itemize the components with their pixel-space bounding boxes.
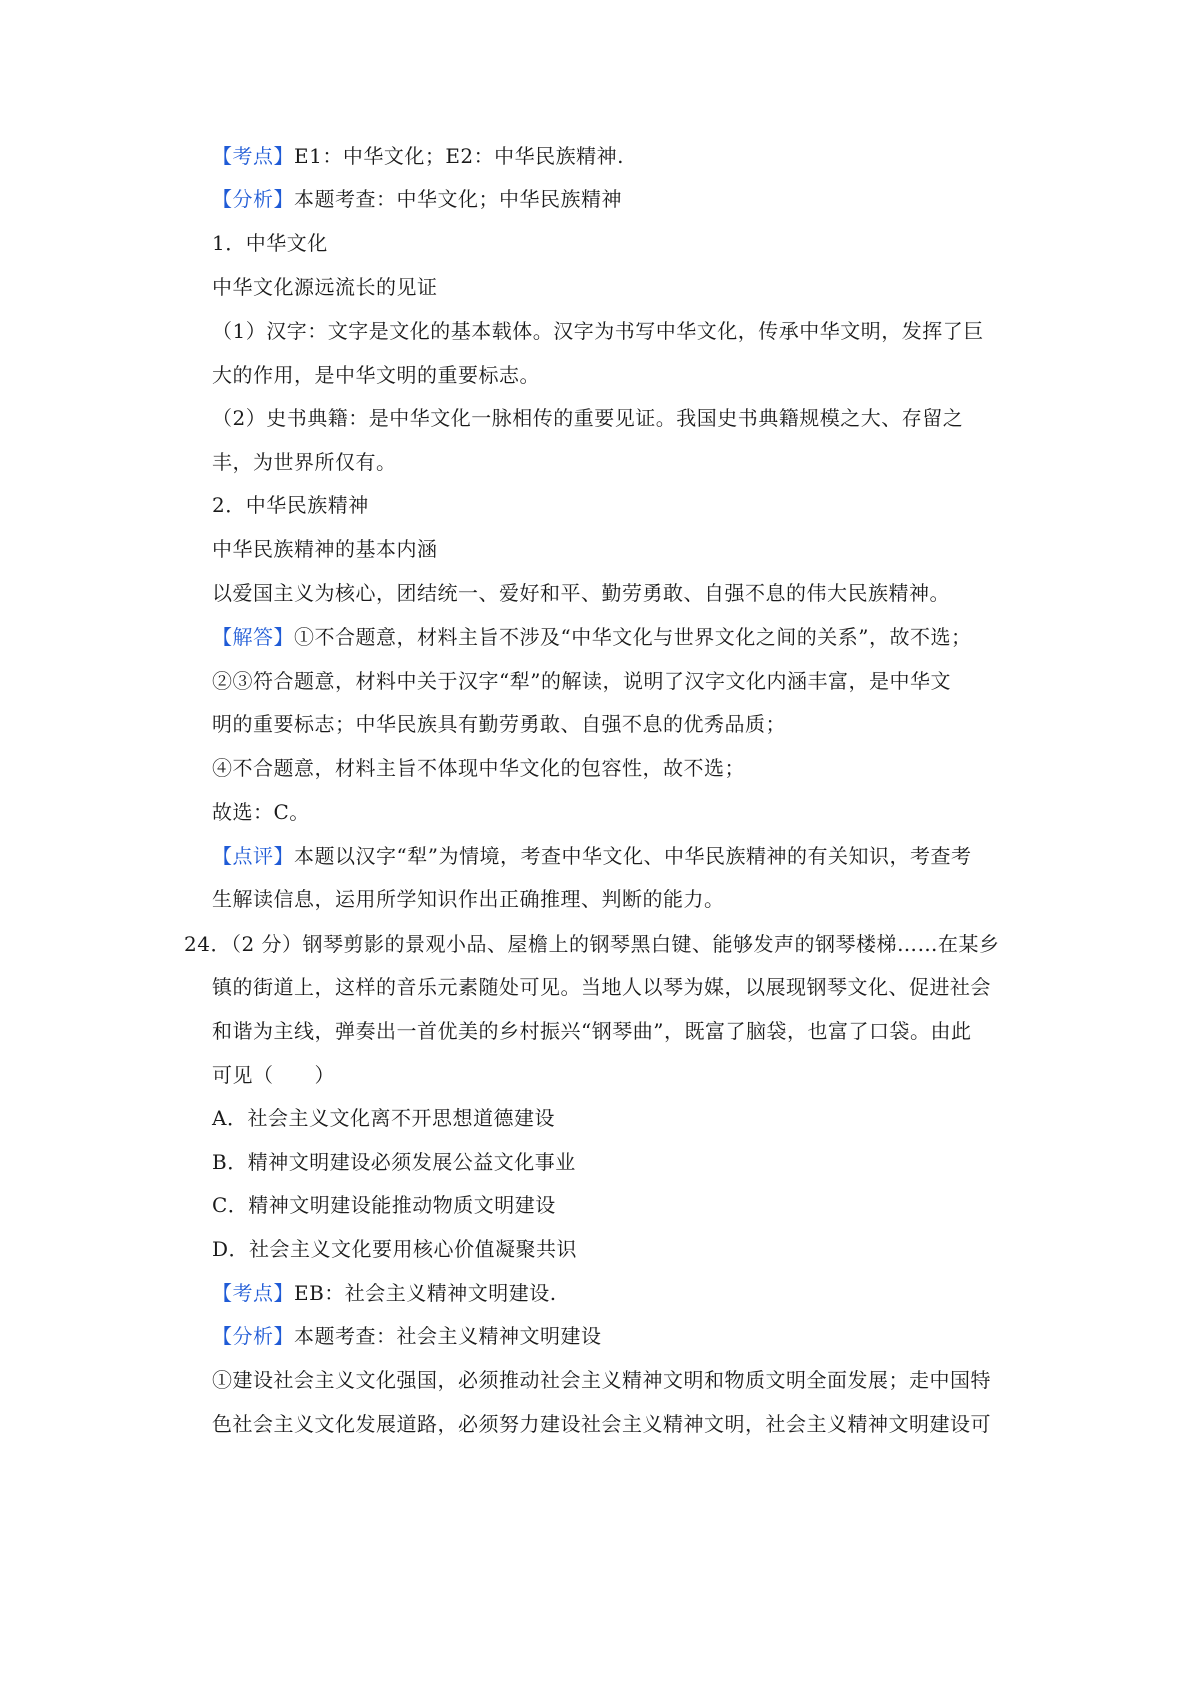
analysis-line: （2）史书典籍：是中华文化一脉相传的重要见证。我国史书典籍规模之大、存留之 [212, 406, 964, 430]
answer-line: 明的重要标志；中华民族具有勤劳勇敢、自强不息的优秀品质； [212, 712, 786, 736]
kaodian-tag: 【考点】 [212, 144, 294, 168]
fenxi-line [212, 185, 1032, 213]
jieda-tag: 【解答】 [212, 625, 294, 649]
question-number: 24． [184, 932, 231, 956]
option-a: A．社会主义文化离不开思想道德建设 [212, 1106, 555, 1130]
jieda-line [212, 623, 1032, 651]
question-24-stem [184, 930, 1032, 958]
kaodian-text: EB：社会主义精神文明建设. [294, 1281, 557, 1305]
option-b: B．精神文明建设必须发展公益文化事业 [212, 1150, 576, 1174]
question-stem-line: 可见（ ） [212, 1063, 335, 1087]
option-d: D．社会主义文化要用核心价值凝聚共识 [212, 1237, 578, 1261]
answer-line: 故选：C。 [212, 800, 310, 824]
fenxi-tag: 【分析】 [212, 1324, 294, 1348]
question-stem-line: 镇的街道上，这样的音乐元素随处可见。当地人以琴为媒，以展现钢琴文化、促进社会 [212, 975, 991, 999]
analysis-line: 1．中华文化 [212, 231, 328, 255]
analysis-line: 以爱国主义为核心，团结统一、爱好和平、勤劳勇敢、自强不息的伟大民族精神。 [212, 581, 950, 605]
dianping-line [212, 842, 1032, 870]
kaodian-line [212, 1279, 1032, 1307]
dianping-tag: 【点评】 [212, 844, 294, 868]
fenxi-line [212, 1322, 1032, 1350]
fenxi-text: 本题考查：中华文化；中华民族精神 [294, 187, 622, 211]
dianping-text: 本题以汉字“犁”为情境，考查中华文化、中华民族精神的有关知识，考查考 [294, 844, 972, 868]
analysis-line: 中华文化源远流长的见证 [212, 275, 438, 299]
question-stem-line: 和谐为主线，弹奏出一首优美的乡村振兴“钢琴曲”，既富了脑袋，也富了口袋。由此 [212, 1019, 972, 1043]
kaodian-text: E1：中华文化；E2：中华民族精神. [294, 144, 625, 168]
answer-line: ②③符合题意，材料中关于汉字“犁”的解读，说明了汉字文化内涵丰富，是中华文 [212, 669, 951, 693]
fenxi-tag: 【分析】 [212, 187, 294, 211]
analysis-line: 丰，为世界所仅有。 [212, 450, 397, 474]
analysis-line: ①建设社会主义文化强国，必须推动社会主义精神文明和物质文明全面发展；走中国特 [212, 1368, 991, 1392]
analysis-line: 2．中华民族精神 [212, 493, 369, 517]
option-c: C．精神文明建设能推动物质文明建设 [212, 1193, 556, 1217]
jieda-text: ①不合题意，材料主旨不涉及“中华文化与世界文化之间的关系”，故不选； [294, 625, 972, 649]
kaodian-tag: 【考点】 [212, 1281, 294, 1305]
analysis-line: 大的作用，是中华文明的重要标志。 [212, 363, 540, 387]
analysis-line: 色社会主义文化发展道路，必须努力建设社会主义精神文明，社会主义精神文明建设可 [212, 1412, 991, 1436]
question-stem-line: （2 分）钢琴剪影的景观小品、屋檐上的钢琴黑白键、能够发声的钢琴楼梯……在某乡 [230, 932, 1000, 956]
answer-line: ④不合题意，材料主旨不体现中华文化的包容性，故不选； [212, 756, 745, 780]
fenxi-text: 本题考查：社会主义精神文明建设 [294, 1324, 602, 1348]
kaodian-line [212, 142, 1032, 170]
analysis-line: 中华民族精神的基本内涵 [212, 537, 438, 561]
analysis-line: （1）汉字：文字是文化的基本载体。汉字为书写中华文化，传承中华文明，发挥了巨 [212, 319, 984, 343]
dianping-line-2: 生解读信息，运用所学知识作出正确推理、判断的能力。 [212, 887, 725, 911]
